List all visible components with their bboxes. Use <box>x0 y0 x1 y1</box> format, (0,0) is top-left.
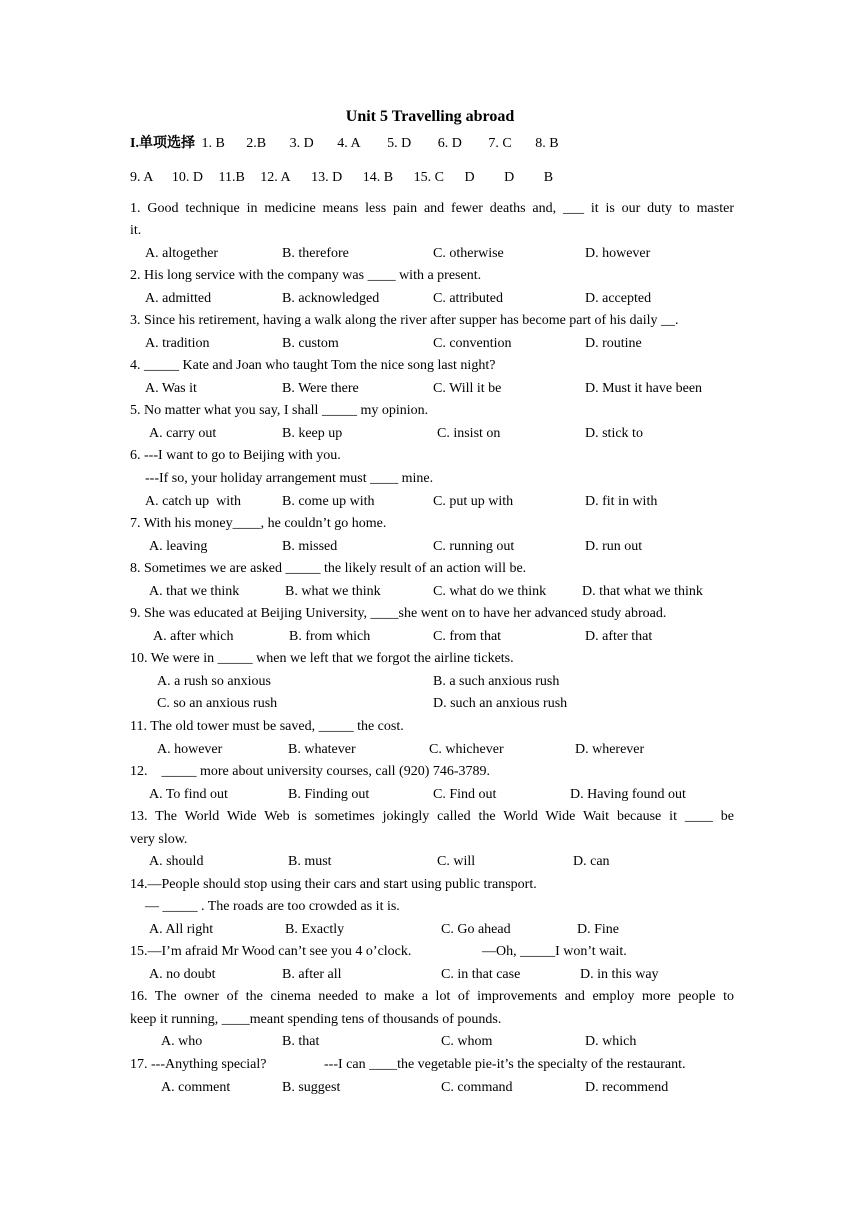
answer-item: 10. D <box>171 170 203 185</box>
question-7-option-a: A. leaving <box>149 539 208 554</box>
question-10-option-a: A. a rush so anxious <box>157 674 271 689</box>
answer-item: 4. A <box>337 136 361 151</box>
question-17-speaker-b: ---I can ____the vegetable pie-it’s the specialty of the restaurant. <box>324 1057 686 1072</box>
answer-item: D <box>464 170 475 185</box>
question-1-option-b: B. therefore <box>282 246 349 261</box>
answer-item: 13. D <box>311 170 343 185</box>
question-14-option-d: D. Fine <box>577 922 619 937</box>
question-2-option-c: C. attributed <box>433 291 503 306</box>
answer-item: 1. B <box>201 136 225 151</box>
answer-item: B <box>543 170 554 185</box>
question-12-option-c: C. Find out <box>433 787 497 802</box>
question-11-option-d: D. wherever <box>575 742 645 757</box>
question-14-option-a: A. All right <box>149 922 214 937</box>
answer-item: 3. D <box>289 136 314 151</box>
answer-item: 14. B <box>362 170 394 185</box>
question-14-option-c: C. Go ahead <box>441 922 511 937</box>
question-13-option-b: B. must <box>288 854 332 869</box>
question-12-option-a: A. To find out <box>149 787 228 802</box>
answer-key-row-2 <box>130 167 734 189</box>
question-11-option-a: A. however <box>157 742 223 757</box>
question-15-option-c: C. in that case <box>441 967 521 982</box>
question-12-option-d: D. Having found out <box>570 787 686 802</box>
question-12-option-b: B. Finding out <box>288 787 370 802</box>
question-15-option-d: D. in this way <box>580 967 659 982</box>
question-9-stem: 9. She was educated at Beijing University, ____she went on to have her advanced study abroad. <box>130 606 667 621</box>
section-label: I.单项选择 <box>130 136 195 151</box>
question-2-option-b: B. acknowledged <box>282 291 380 306</box>
question-4-option-a: A. Was it <box>145 381 197 396</box>
question-3-option-a: A. tradition <box>145 336 210 351</box>
question-6-option-a: A. catch up with <box>145 494 242 509</box>
question-3-stem: 3. Since his retirement, having a walk along the river after supper has become part of his daily __. <box>130 313 679 328</box>
question-1-option-d: D. however <box>585 246 651 261</box>
question-17-speaker-a: 17. ---Anything special? <box>130 1057 267 1072</box>
answer-item: 5. D <box>387 136 412 151</box>
question-2-option-d: D. accepted <box>585 291 652 306</box>
question-7-stem: 7. With his money____, he couldn’t go home. <box>130 516 387 531</box>
question-13-option-a: A. should <box>149 854 204 869</box>
question-15-stem <box>130 941 734 963</box>
question-6-stem: 6. ---I want to go to Beijing with you. <box>130 448 341 463</box>
question-4-option-c: C. Will it be <box>433 381 502 396</box>
question-16-option-d: D. which <box>585 1034 637 1049</box>
question-13-stem: 13. The World Wide Web is sometimes jokingly called the World Wide Wait because it ____ be <box>130 809 734 824</box>
question-16-stem-cont: keep it running, ____meant spending tens of thousands of pounds. <box>130 1012 502 1027</box>
question-3-option-d: D. routine <box>585 336 642 351</box>
question-9-option-b: B. from which <box>289 629 371 644</box>
answer-item: 12. A <box>260 170 291 185</box>
answer-item: 9. A <box>130 170 154 185</box>
question-6-stem-cont: ---If so, your holiday arrangement must ____ mine. <box>145 471 434 486</box>
question-12-stem: 12. _____ more about university courses, call (920) 746-3789. <box>130 764 491 779</box>
answer-item: 15. C <box>413 170 444 185</box>
question-5-option-c: C. insist on <box>437 426 501 441</box>
question-10-option-b: B. a such anxious rush <box>433 674 560 689</box>
answer-item: 2.B <box>246 136 267 151</box>
question-4-option-b: B. Were there <box>282 381 359 396</box>
question-11-option-b: B. whatever <box>288 742 356 757</box>
question-7-option-d: D. run out <box>585 539 643 554</box>
question-14-stem: 14.—People should stop using their cars and start using public transport. <box>130 877 537 892</box>
question-8-option-c: C. what do we think <box>433 584 547 599</box>
question-8-option-a: A. that we think <box>149 584 240 599</box>
question-5-stem: 5. No matter what you say, I shall _____ my opinion. <box>130 403 429 418</box>
question-13-stem-cont: very slow. <box>130 832 188 847</box>
question-13-option-c: C. will <box>437 854 476 869</box>
question-7-option-c: C. running out <box>433 539 515 554</box>
question-6-option-c: C. put up with <box>433 494 514 509</box>
answer-item: 7. C <box>488 136 512 151</box>
question-8-option-b: B. what we think <box>285 584 381 599</box>
question-16-stem: 16. The owner of the cinema needed to make a lot of improvements and employ more people to <box>130 989 734 1004</box>
question-10-option-c: C. so an anxious rush <box>157 696 278 711</box>
question-9-option-c: C. from that <box>433 629 502 644</box>
question-8-stem: 8. Sometimes we are asked _____ the likely result of an action will be. <box>130 561 527 576</box>
question-17-stem <box>130 1054 734 1076</box>
question-8-option-d: D. that what we think <box>582 584 703 599</box>
question-1-stem: 1. Good technique in medicine means less pain and fewer deaths and, ___ it is our duty to master <box>130 201 734 216</box>
question-5-option-b: B. keep up <box>282 426 343 441</box>
question-10-stem: 10. We were in _____ when we left that we forgot the airline tickets. <box>130 651 514 666</box>
question-11-option-c: C. whichever <box>429 742 504 757</box>
question-15-speaker-a: 15.—I’m afraid Mr Wood can’t see you 4 o’clock. <box>130 944 412 959</box>
answer-key-row-1 <box>130 133 734 155</box>
question-13-option-d: D. can <box>573 854 610 869</box>
question-3-option-c: C. convention <box>433 336 512 351</box>
question-1-option-c: C. otherwise <box>433 246 504 261</box>
question-4-stem: 4. _____ Kate and Joan who taught Tom the nice song last night? <box>130 358 496 373</box>
question-1-stem-cont: it. <box>130 223 142 238</box>
question-6-option-b: B. come up with <box>282 494 375 509</box>
question-2-stem: 2. His long service with the company was ____ with a present. <box>130 268 482 283</box>
answer-item: 11.B <box>218 170 245 185</box>
question-5-option-d: D. stick to <box>585 426 643 441</box>
question-5-option-a: A. carry out <box>149 426 217 441</box>
question-3-option-b: B. custom <box>282 336 339 351</box>
question-2-option-a: A. admitted <box>145 291 212 306</box>
question-17-option-b: B. suggest <box>282 1080 341 1095</box>
question-11-stem: 11. The old tower must be saved, _____ the cost. <box>130 719 404 734</box>
question-7-option-b: B. missed <box>282 539 338 554</box>
question-15-option-b: B. after all <box>282 967 342 982</box>
answer-item: D <box>504 170 515 185</box>
question-17-option-a: A. comment <box>161 1080 231 1095</box>
question-6-option-d: D. fit in with <box>585 494 658 509</box>
question-15-speaker-b: —Oh, _____I won’t wait. <box>482 944 627 959</box>
question-17-option-c: C. command <box>441 1080 513 1095</box>
question-14-stem-cont: — _____ . The roads are too crowded as it is. <box>145 899 400 914</box>
answer-item: 6. D <box>437 136 462 151</box>
question-15-option-a: A. no doubt <box>149 967 216 982</box>
question-17-option-d: D. recommend <box>585 1080 669 1095</box>
question-16-option-c: C. whom <box>441 1034 493 1049</box>
answer-item: 8. B <box>535 136 559 151</box>
question-10-option-d: D. such an anxious rush <box>433 696 568 711</box>
question-9-option-a: A. after which <box>153 629 234 644</box>
question-9-option-d: D. after that <box>585 629 653 644</box>
question-14-option-b: B. Exactly <box>285 922 345 937</box>
question-16-option-b: B. that <box>282 1034 320 1049</box>
page-title: Unit 5 Travelling abroad <box>345 108 515 125</box>
question-16-option-a: A. who <box>161 1034 203 1049</box>
question-1-option-a: A. altogether <box>145 246 219 261</box>
question-4-option-d: D. Must it have been <box>585 381 703 396</box>
